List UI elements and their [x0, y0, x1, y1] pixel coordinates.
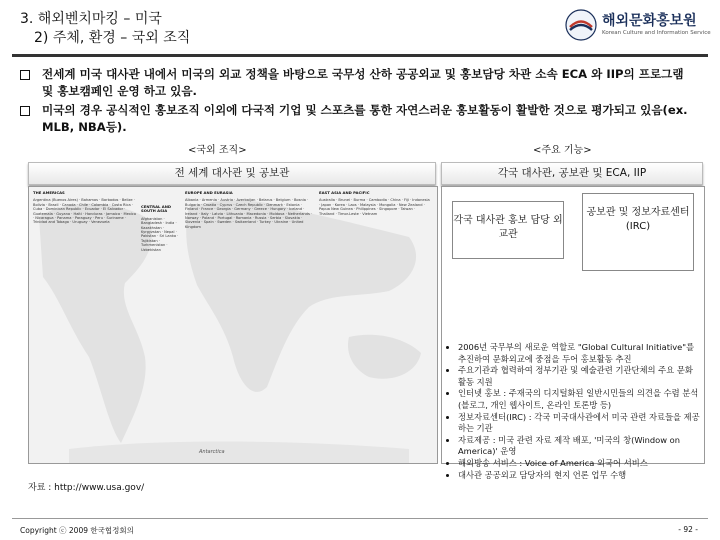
irc-box: 공보관 및 정보자료센터 (IRC) — [582, 193, 694, 271]
page-title: 3. 해외벤치마킹 – 미국 — [20, 11, 162, 27]
list-item: • 2006년 국무부의 새로운 역할로 "Global Cultural Initiative"를 추진하여 문화외교에 중점을 두어 홍보활동 추진 — [458, 342, 700, 365]
caption-right: <주요 기능> — [533, 145, 592, 156]
region-list: Argentina (Buenos Aires) · Bahamas · Barbados · Belize · Bolivia · Brazil · Canada · Chile · Colombia · Costa Rica · Cuba · Dominican Republic · Ecuador · El Salvador · Guatemala · Guyana · Haiti · Honduras · Jamaica · Mexico · Nicaragua · Panama · Paraguay · Peru · Suriname · Trinidad and Tobago · Uruguay · Venezuela — [33, 198, 137, 225]
region-title: THE AMERICAS — [33, 190, 65, 195]
region-column-americas — [33, 191, 137, 225]
checkbox-bullet-icon — [20, 70, 30, 80]
diplomat-box: 각국 대사관 홍보 담당 외교관 — [452, 201, 564, 259]
logo-name: 해외문화홍보원 — [602, 13, 697, 29]
region-column-central-south-asia — [141, 205, 181, 252]
header-divider — [12, 54, 708, 57]
checkbox-bullet-icon — [20, 106, 30, 116]
left-panel-header: 전 세계 대사관 및 공보관 — [28, 162, 436, 185]
list-item: • 정보자료센터(IRC) : 각국 미국대사관에서 미국 관련 자료들을 제공하는 기관 — [458, 412, 700, 435]
region-column-east-asia-pacific — [319, 191, 431, 216]
logo-subtitle: Korean Culture and Information Service — [602, 30, 711, 36]
bullet-text: 전세계 미국 대사관 내에서 미국의 외교 정책을 바탕으로 국무성 산하 공공외교 및 홍보담당 차관 소속 ECA 와 IIP의 프로그램 및 홍보캠페인 운영 하고 있음. — [42, 67, 684, 98]
region-list: Albania · Armenia · Austria · Azerbaijan · Belarus · Belgium · Bosnia · Bulgaria · Croatia · Cyprus · Czech Republic · Denmark · Estonia · Finland · France · Georgia · Germany · Greece · Hungary · Iceland · Ireland · Italy · Latvia · Lithuania · Macedonia · Moldova · Netherlands · Norway · Poland · Portugal · Romania · Russia · Serbia · Slovakia · Slovenia · Spain · Sweden · Switzerland · Turkey · Ukraine · United Kingdom — [185, 198, 313, 229]
list-item: • 해외방송 서비스 : Voice of America 외국어 서비스 — [458, 458, 700, 470]
footer-divider — [12, 518, 708, 519]
region-title: CENTRAL AND SOUTH ASIA — [141, 204, 172, 214]
region-list: Afghanistan · Bangladesh · India · Kazakhstan · Kyrgyzstan · Nepal · Pakistan · Sri Lanka · Tajikistan · Turkmenistan · Uzbekistan — [141, 216, 179, 252]
page-subtitle: 2) 주체, 환경 – 국외 조직 — [34, 30, 191, 46]
region-title: EAST ASIA AND PACIFIC — [319, 190, 370, 195]
copyright: Copyright ⓒ 2009 한국협정회의 — [20, 526, 134, 535]
list-item: • 대사관 공공외교 담당자의 현지 언론 업무 수행 — [458, 470, 700, 482]
function-list — [450, 342, 700, 481]
right-panel-header: 각국 대사관, 공보관 및 ECA, IIP — [441, 162, 703, 185]
logo-mark-icon — [564, 8, 598, 42]
list-item: • 주요기관과 협력하여 정부기관 및 예술관련 기관단체의 주요 문화활동 지원 — [458, 365, 700, 388]
list-item: • 자료제공 : 미국 관련 자료 제작 배포, '미국의 창(Window on America)' 운영 — [458, 435, 700, 458]
region-column-europe-eurasia — [185, 191, 313, 229]
organization-logo — [564, 6, 711, 46]
caption-left: <국외 조직> — [188, 145, 247, 156]
region-title: EUROPE AND EURASIA — [185, 190, 233, 195]
list-item: • 인터넷 홍보 : 주재국의 디지털화된 일반시민들의 의견을 수렴 분석(블로그, 개인 웹사이트, 온라인 토론방 등) — [458, 388, 700, 411]
world-embassy-map — [28, 186, 438, 464]
map-label-antarctica: Antarctica — [199, 449, 225, 455]
key-functions-panel — [441, 186, 705, 480]
page-number: - 92 - — [678, 525, 698, 534]
bullet-text: 미국의 경우 공식적인 홍보조직 이외에 다국적 기업 및 스포츠를 통한 자연스러운 홍보활동이 활발한 것으로 평가되고 있음(ex. MLB, NBA등). — [42, 103, 688, 134]
region-list: Australia · Brunei · Burma · Cambodia · China · Fiji · Indonesia · Japan · Korea · Laos · Malaysia · Mongolia · New Zealand · Papua New Guinea · Philippines · Singapore · Taiwan · Thailand · Timor-Leste · Vietnam — [319, 198, 430, 216]
source-note: 자료 : http://www.usa.gov/ — [28, 483, 145, 493]
